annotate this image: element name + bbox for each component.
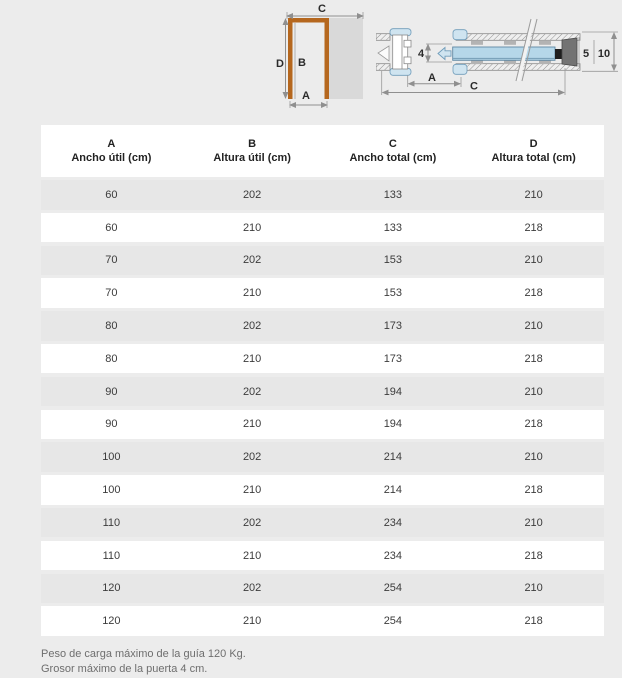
table-row bbox=[41, 574, 604, 604]
table-cell: 210 bbox=[524, 254, 543, 267]
table-cell: 210 bbox=[524, 582, 543, 595]
table-cell: 202 bbox=[242, 451, 262, 464]
table-cell: 202 bbox=[242, 582, 262, 595]
table-cell: 90 bbox=[105, 385, 118, 398]
plan-door-thickness-label: 4 bbox=[417, 48, 425, 60]
table-cell: 210 bbox=[242, 615, 262, 628]
door-jamb bbox=[390, 29, 411, 76]
pocket-wall-block bbox=[329, 18, 363, 99]
table-cell: 202 bbox=[242, 319, 262, 332]
column-letter: D bbox=[529, 138, 538, 150]
table-row bbox=[41, 180, 604, 210]
column-label: Ancho total (cm) bbox=[349, 152, 437, 164]
table-cell: 80 bbox=[105, 352, 118, 365]
column-header-c bbox=[323, 137, 464, 165]
elevation-total-width-label: C bbox=[318, 3, 326, 15]
size-table-body bbox=[41, 180, 604, 636]
slide-direction-arrow-icon bbox=[438, 48, 451, 60]
column-letter: A bbox=[107, 138, 116, 150]
table-row bbox=[41, 606, 604, 636]
table-cell: 254 bbox=[383, 615, 403, 628]
table-cell: 210 bbox=[524, 385, 543, 398]
table-cell: 218 bbox=[524, 352, 543, 365]
table-row bbox=[41, 246, 604, 276]
table-cell: 234 bbox=[383, 516, 403, 529]
table-cell: 202 bbox=[242, 254, 262, 267]
table-cell: 210 bbox=[242, 483, 262, 496]
max-thickness-note: Grosor máximo de la puerta 4 cm. bbox=[41, 663, 208, 675]
table-cell: 210 bbox=[242, 549, 262, 562]
table-cell: 194 bbox=[383, 385, 403, 398]
diagram-area bbox=[0, 0, 622, 118]
table-cell: 173 bbox=[383, 352, 403, 365]
table-cell: 173 bbox=[383, 319, 403, 332]
plan-total-width-label: C bbox=[470, 80, 478, 93]
table-cell: 60 bbox=[105, 221, 118, 234]
column-label: Altura útil (cm) bbox=[213, 152, 291, 164]
pocket-wall-top bbox=[456, 34, 580, 41]
table-cell: 218 bbox=[524, 615, 543, 628]
elevation-total-height-label: D bbox=[276, 58, 284, 70]
table-cell: 218 bbox=[524, 287, 543, 300]
table-cell: 100 bbox=[102, 451, 121, 464]
table-cell: 110 bbox=[102, 516, 121, 529]
table-cell: 120 bbox=[102, 615, 121, 628]
table-cell: 120 bbox=[102, 582, 121, 595]
table-cell: 214 bbox=[383, 483, 403, 496]
table-cell: 153 bbox=[383, 254, 403, 267]
table-cell: 210 bbox=[242, 287, 262, 300]
column-header-b bbox=[182, 137, 323, 165]
column-header-a bbox=[41, 137, 182, 165]
table-cell: 210 bbox=[242, 352, 262, 365]
column-letter: B bbox=[248, 138, 257, 150]
footnotes bbox=[41, 647, 246, 677]
table-cell: 210 bbox=[524, 188, 543, 201]
door-plan-diagram bbox=[376, 16, 622, 116]
table-cell: 210 bbox=[524, 451, 543, 464]
table-cell: 202 bbox=[242, 188, 262, 201]
table-cell: 210 bbox=[242, 418, 262, 431]
table-cell: 202 bbox=[242, 516, 262, 529]
max-load-note: Peso de carga máximo de la guía 120 Kg. bbox=[41, 648, 246, 660]
table-cell: 218 bbox=[524, 549, 543, 562]
table-cell: 210 bbox=[242, 221, 262, 234]
door-frame bbox=[288, 18, 329, 99]
table-cell: 70 bbox=[105, 287, 118, 300]
table-cell: 194 bbox=[383, 418, 403, 431]
table-cell: 234 bbox=[383, 549, 403, 562]
wall-stub-bottom bbox=[376, 64, 390, 71]
table-cell: 202 bbox=[242, 385, 262, 398]
table-cell: 210 bbox=[524, 516, 543, 529]
table-cell: 210 bbox=[524, 319, 543, 332]
pocket-wall-bottom bbox=[456, 64, 580, 71]
table-cell: 218 bbox=[524, 221, 543, 234]
table-cell: 218 bbox=[524, 418, 543, 431]
dimensions-table bbox=[41, 125, 604, 639]
table-cell: 100 bbox=[102, 483, 121, 496]
table-cell: 133 bbox=[383, 221, 403, 234]
table-row bbox=[41, 377, 604, 407]
wall-break-symbol bbox=[378, 46, 389, 61]
table-row bbox=[41, 475, 604, 505]
table-cell: 133 bbox=[383, 188, 403, 201]
table-cell: 80 bbox=[105, 319, 118, 332]
door-elevation-diagram bbox=[276, 2, 378, 114]
plan-useful-width-label: A bbox=[428, 72, 436, 84]
table-row bbox=[41, 508, 604, 538]
table-cell: 254 bbox=[383, 582, 403, 595]
door-end-cap bbox=[555, 49, 562, 59]
table-row bbox=[41, 213, 604, 243]
column-header-d bbox=[463, 137, 604, 165]
table-row bbox=[41, 541, 604, 571]
table-cell: 110 bbox=[102, 549, 121, 562]
table-row bbox=[41, 311, 604, 341]
table-row bbox=[41, 410, 604, 440]
table-row bbox=[41, 278, 604, 308]
table-header-row bbox=[41, 125, 604, 177]
pocket-cap-bottom bbox=[453, 64, 467, 74]
table-cell: 214 bbox=[383, 451, 403, 464]
plan-wall-label: 10 bbox=[597, 48, 611, 60]
table-row bbox=[41, 442, 604, 472]
plan-pocket-label: 5 bbox=[582, 48, 590, 60]
pocket-cap-top bbox=[453, 30, 467, 40]
table-row bbox=[41, 344, 604, 374]
wall-stub-top bbox=[376, 34, 390, 41]
table-cell: 70 bbox=[105, 254, 118, 267]
table-cell: 153 bbox=[383, 287, 403, 300]
column-label: Ancho útil (cm) bbox=[71, 152, 152, 164]
column-label: Altura total (cm) bbox=[491, 152, 576, 164]
elevation-useful-height-label: B bbox=[298, 57, 306, 69]
elevation-useful-width-label: A bbox=[302, 90, 310, 102]
column-letter: C bbox=[388, 138, 397, 150]
table-cell: 60 bbox=[105, 188, 118, 201]
table-cell: 90 bbox=[105, 418, 118, 431]
table-cell: 218 bbox=[524, 483, 543, 496]
door-stop bbox=[562, 38, 577, 66]
